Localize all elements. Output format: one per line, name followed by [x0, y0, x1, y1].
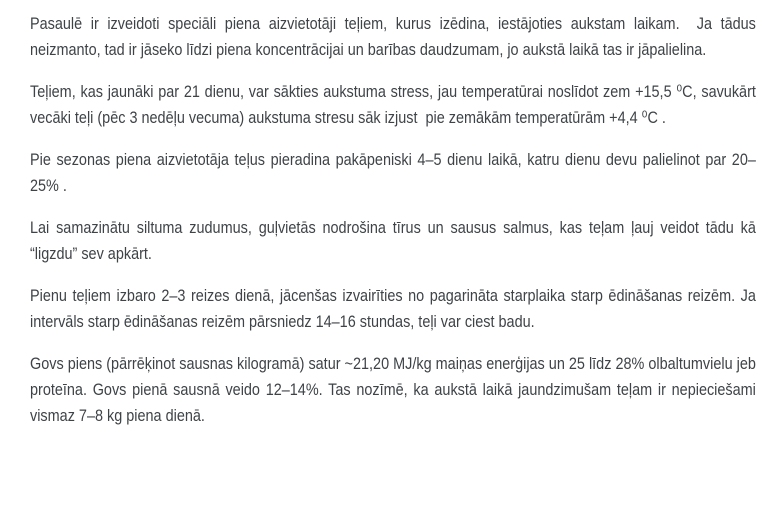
paragraph-milk-replacers: Pasaulē ir izveidoti speciāli piena aizvietotāji teļiem, kurus izēdina, iestājoties aukstam laikam. Ja tādus neizmanto, tad ir jāseko līdzi piena koncentrācijai un barības daudzumam, jo aukstā laikā tas ir jāpalielina. — [30, 14, 760, 59]
paragraph-straw-bedding: Lai samazinātu siltuma zudumus, guļvietās nodrošina tīrus un sausus salmus, kas teļam ļauj veidot tādu kā “ligzdu” sev apkārt. — [30, 218, 760, 263]
paragraph-gradual-adaptation: Pie sezonas piena aizvietotāja teļus pieradina pakāpeniski 4–5 dienu laikā, katru dienu devu palielinot par 20–25% . — [30, 150, 756, 195]
paragraph-cold-stress-temperatures: Teļiem, kas jaunāki par 21 dienu, var sākties aukstuma stress, jau temperatūrai noslīdot zem +15,5 ⁰C, savukārt vecāki teļi (pēc 3 nedēļu vecuma) aukstuma stresu sāk izjust pie zemākām temperatūrām +4,4 ⁰C . — [30, 82, 760, 127]
paragraph-feeding-intervals: Pienu teļiem izbaro 2–3 reizes dienā, jācenšas izvairīties no pagarināta starplaika starp ēdināšanas reizēm. Ja intervāls starp ēdināšanas reizēm pārsniedz 14–16 stundas, teļi var ciest badu. — [30, 286, 760, 331]
paragraph-milk-energy-content: Govs piens (pārrēķinot sausnas kilogramā) satur ~21,20 MJ/kg maiņas enerģijas un 25 līdz 28% olbaltumvielu jeb proteīna. Govs pienā sausnā veido 12–14%. Tas nozīmē, ka aukstā laikā jaundzimušam teļam ir nepieciešami vismaz 7–8 kg piena dienā. — [30, 354, 760, 425]
article-body — [30, 11, 760, 445]
